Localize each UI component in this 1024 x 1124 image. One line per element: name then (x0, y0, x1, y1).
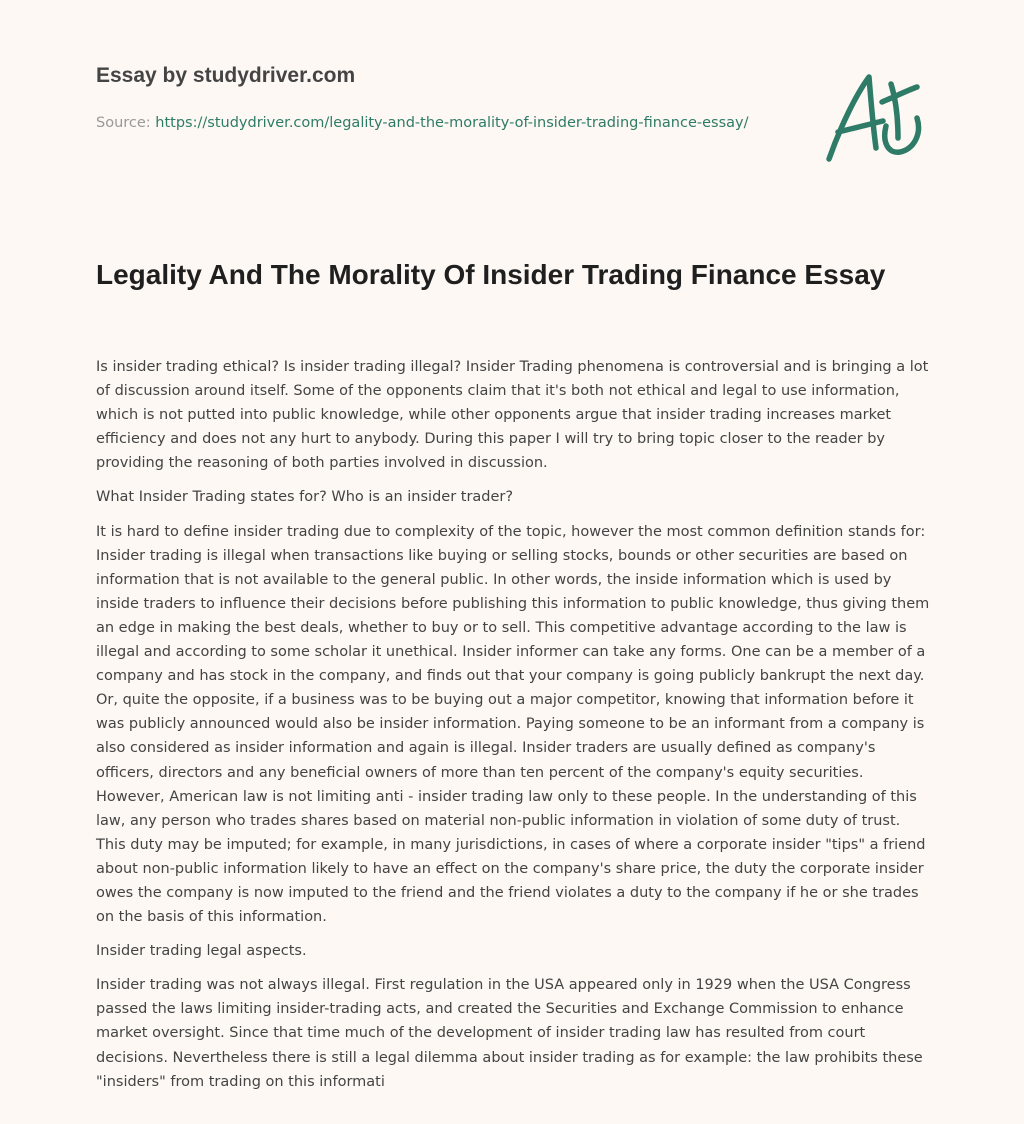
source-link[interactable]: https://studydriver.com/legality-and-the-morality-of-insider-trading-finance-essay/ (155, 115, 749, 131)
paragraph-intro: Is insider trading ethical? Is insider trading illegal? Insider Trading phenomena is controversial and is bringing a lot of discussion around itself. Some of the opponents claim that it's both not ethical and legal to use information, which is not putted into public knowledge, while other opponents argue that insider trading increases market efficiency and does not any hurt to anybody. During this paper I will try to bring topic closer to the reader by providing the reasoning of both parties involved in discussion. (96, 359, 929, 472)
paragraph-legal: Insider trading was not always illegal. First regulation in the USA appeared only in 1929 when the USA Congress passed the laws limiting insider-trading acts, and created the Securities and Exchange Commission to enhance market oversight. Since that time much of the development of insider trading law has resulted from court decisions. Nevertheless there is still a legal dilemma about insider trading as for example: the law prohibits these "insiders" from trading on this informati (96, 977, 923, 1090)
article-body (96, 355, 932, 1104)
a-plus-logo-icon (822, 66, 926, 164)
paragraph-definition: It is hard to define insider trading due to complexity of the topic, however the most common definition stands for: Insider trading is illegal when transactions like buying or selling stocks, bounds or other securities are based on information that is not available to the general public. In other words, the inside information which is used by inside traders to influence their decisions before publishing this information to public knowledge, thus giving them an edge in making the best deals, whether to buy or to sell. This competitive advantage according to the law is illegal and according to some scholar it unethical. Insider informer can take any forms. One can be a member of a company and has stock in the company, and finds out that your company is going publicly bankrupt the next day. Or, quite the opposite, if a business was to be buying out a major competitor, knowing that information before it was publicly announced would also be insider information. Paying someone to be an informant from a company is also considered as insider information and again is illegal. Insider traders are usually defined as company's officers, directors and any beneficial owners of more than ten percent of the company's equity securities. However, American law is not limiting anti - insider trading law only to these people. In the understanding of this law, any person who trades shares based on material non-public information in violation of some duty of trust. This duty may be imputed; for example, in many jurisdictions, in cases of where a corporate insider "tips" a friend about non-public information likely to have an effect on the company's share price, the duty the corporate insider owes the company is now imputed to the friend and the friend violates a duty to the company if he or she trades on the basis of this information. (96, 523, 930, 926)
source-label: Source: (96, 115, 151, 131)
article-title: Legality And The Morality Of Insider Trading Finance Essay (96, 259, 886, 290)
source-line (96, 111, 756, 135)
paragraph-subheading-legal: Insider trading legal aspects. (96, 943, 307, 960)
site-brand: Essay by studydriver.com (96, 64, 356, 87)
paragraph-subheading-definition: What Insider Trading states for? Who is an insider trader? (96, 489, 514, 506)
